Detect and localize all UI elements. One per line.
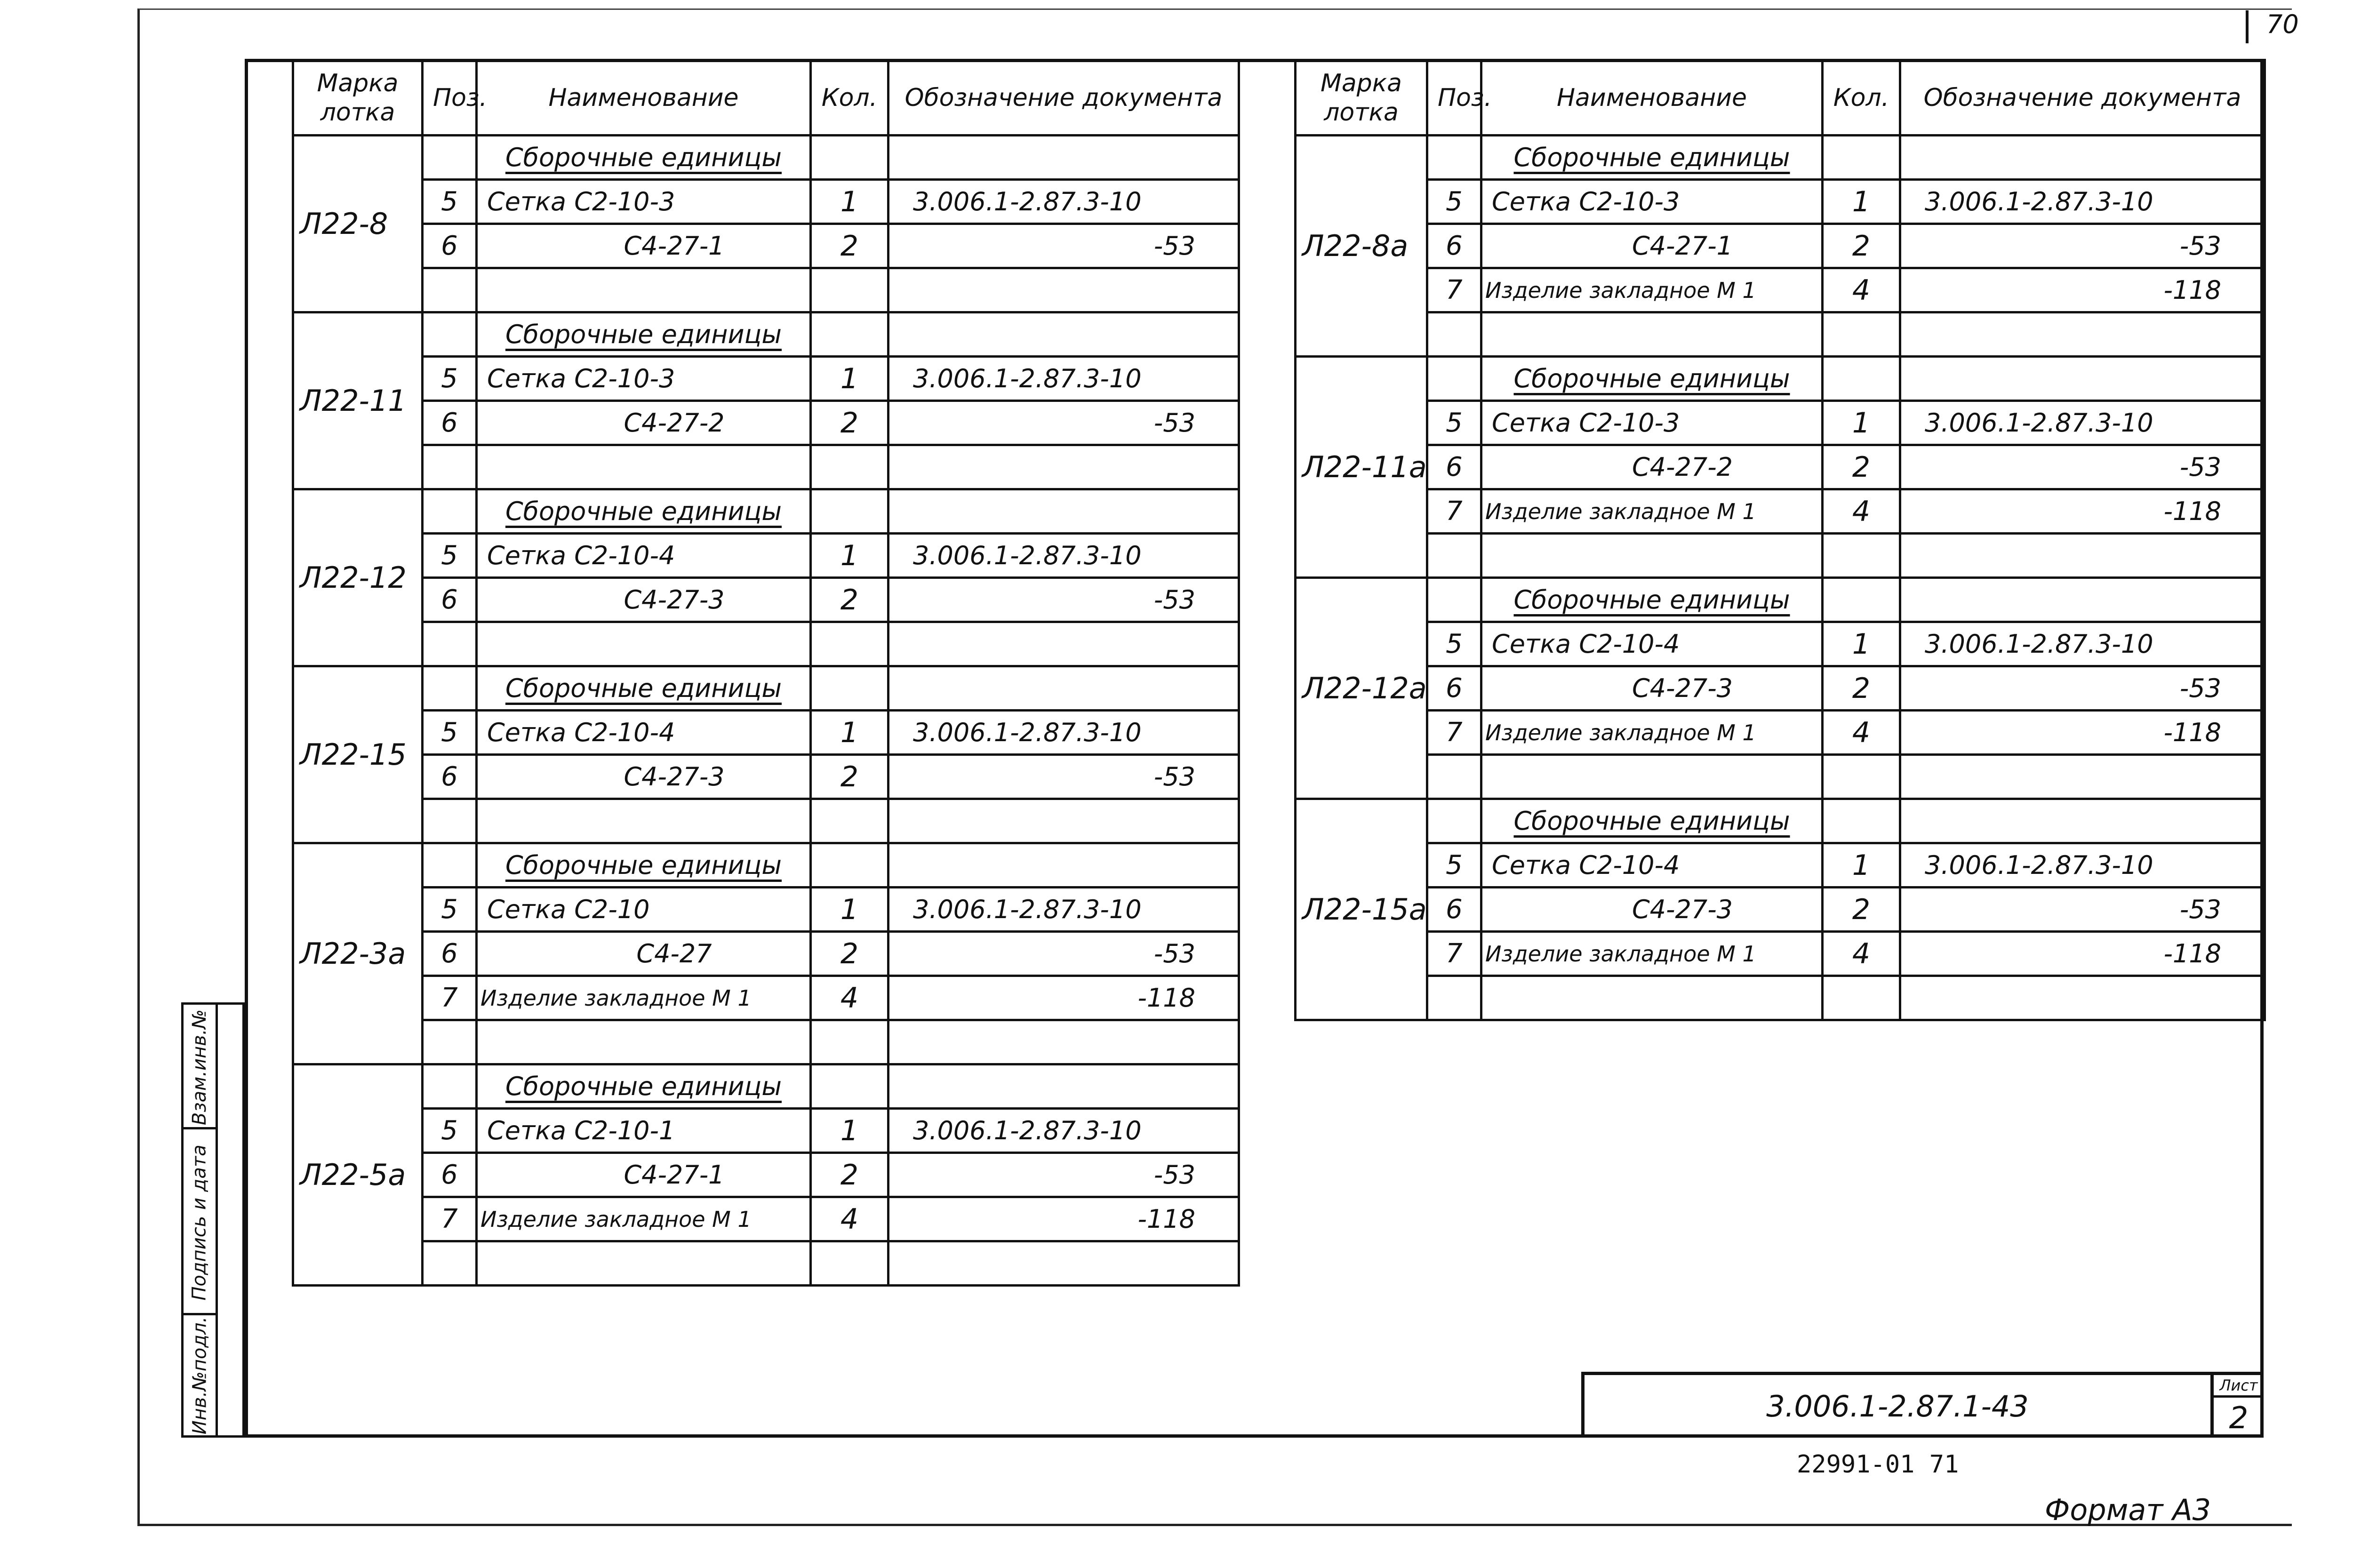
pos-cell: 7: [423, 976, 477, 1020]
name-cell: Изделие закладное М 1: [1481, 932, 1823, 976]
table-row: [1296, 799, 2265, 843]
qty-cell: 2: [1823, 445, 1900, 489]
group-heading: Сборочные единицы: [1481, 578, 1823, 622]
table-row: [293, 578, 1239, 622]
table-row: [1296, 357, 2265, 401]
doc-cell: -53: [888, 1153, 1239, 1197]
doc-cell: 3.006.1-2.87.3-10: [888, 711, 1239, 755]
stamp-vzam-inv: Взам.инв.№: [189, 1009, 210, 1125]
table-row: [293, 534, 1239, 578]
name-cell: Сетка С2-10-1: [477, 1109, 811, 1153]
pos-cell: 6: [1427, 666, 1481, 711]
name-cell: Сетка С2-10-4: [477, 711, 811, 755]
name-cell: Сетка С2-10-3: [477, 357, 811, 401]
header-doc: Обозначение документа: [1900, 60, 2265, 136]
name-cell: С4-27-3: [477, 755, 811, 799]
stamp-inv-podl: Инв.№подл.: [189, 1316, 210, 1434]
header-name: Наименование: [1481, 60, 1823, 136]
table-row-empty: [293, 622, 1239, 666]
mark-cell: Л22-5а: [293, 1064, 423, 1286]
qty-cell: 4: [1823, 932, 1900, 976]
qty-cell: 4: [811, 976, 888, 1020]
group-heading: Сборочные единицы: [477, 1064, 811, 1109]
table-row-empty: [293, 799, 1239, 843]
table-row: [293, 755, 1239, 799]
table-row: [1296, 268, 2265, 312]
qty-cell: 1: [1823, 180, 1900, 224]
doc-cell: 3.006.1-2.87.3-10: [888, 1109, 1239, 1153]
table-row: [293, 180, 1239, 224]
table-row-empty: [293, 1241, 1239, 1286]
name-cell: С4-27-3: [1481, 666, 1823, 711]
name-cell: С4-27-3: [477, 578, 811, 622]
table-row-empty: [1296, 755, 2265, 799]
qty-cell: 2: [811, 1153, 888, 1197]
name-cell: Сетка С2-10-4: [1481, 622, 1823, 666]
doc-cell: -53: [888, 401, 1239, 445]
table-row: [293, 489, 1239, 534]
table-row: [1296, 622, 2265, 666]
table-row: [1296, 489, 2265, 534]
name-cell: С4-27-1: [477, 1153, 811, 1197]
qty-cell: 2: [811, 401, 888, 445]
mark-cell: Л22-15а: [1296, 799, 1427, 1020]
mark-cell: Л22-3а: [293, 843, 423, 1064]
qty-cell: 2: [811, 578, 888, 622]
stamp-podpis-data: Подпись и дата: [189, 1144, 211, 1301]
name-cell: Сетка С2-10-3: [477, 180, 811, 224]
table-row: [293, 976, 1239, 1020]
pos-cell: 6: [1427, 888, 1481, 932]
doc-cell: -118: [888, 976, 1239, 1020]
table-row-empty: [293, 268, 1239, 312]
doc-cell: 3.006.1-2.87.3-10: [1900, 401, 2265, 445]
sheet-number: 2: [2229, 1401, 2249, 1436]
doc-cell: 3.006.1-2.87.3-10: [1900, 180, 2265, 224]
qty-cell: 1: [811, 1109, 888, 1153]
table-row: [293, 136, 1239, 180]
pos-cell: 5: [423, 1109, 477, 1153]
pos-cell: 5: [423, 180, 477, 224]
qty-cell: 4: [811, 1197, 888, 1241]
pos-cell: 7: [1427, 711, 1481, 755]
doc-cell: -53: [888, 932, 1239, 976]
header-qty: Кол.: [1823, 60, 1900, 136]
group-heading: Сборочные единицы: [477, 312, 811, 357]
pos-cell: 7: [1427, 489, 1481, 534]
table-header-row: [293, 60, 1239, 136]
table-row: [293, 357, 1239, 401]
table-row: [1296, 401, 2265, 445]
qty-cell: 4: [1823, 489, 1900, 534]
qty-cell: 2: [1823, 224, 1900, 268]
table-row: [293, 666, 1239, 711]
table-row: [293, 224, 1239, 268]
header-pos: Поз.: [423, 60, 477, 136]
group-heading: Сборочные единицы: [477, 489, 811, 534]
mark-cell: Л22-8а: [1296, 136, 1427, 357]
pos-cell: 5: [423, 711, 477, 755]
table-row: [293, 888, 1239, 932]
name-cell: Изделие закладное М 1: [1481, 268, 1823, 312]
name-cell: Изделие закладное М 1: [477, 976, 811, 1020]
header-pos: Поз.: [1427, 60, 1481, 136]
name-cell: Изделие закладное М 1: [1481, 489, 1823, 534]
qty-cell: 1: [811, 357, 888, 401]
name-cell: Изделие закладное М 1: [477, 1197, 811, 1241]
doc-cell: 3.006.1-2.87.3-10: [888, 888, 1239, 932]
name-cell: С4-27-3: [1481, 888, 1823, 932]
qty-cell: 1: [811, 888, 888, 932]
doc-cell: -118: [1900, 711, 2265, 755]
table-row: [1296, 445, 2265, 489]
doc-cell: -118: [1900, 932, 2265, 976]
pos-cell: 6: [423, 932, 477, 976]
pos-cell: 5: [423, 357, 477, 401]
mark-cell: Л22-8: [293, 136, 423, 312]
header-mark: Марка лотка: [293, 60, 423, 136]
specification-table-left: [292, 59, 1240, 1287]
qty-cell: 1: [1823, 843, 1900, 888]
pos-cell: 7: [1427, 268, 1481, 312]
pos-cell: 5: [1427, 180, 1481, 224]
name-cell: Сетка С2-10-3: [1481, 180, 1823, 224]
qty-cell: 2: [811, 932, 888, 976]
name-cell: С4-27-2: [1481, 445, 1823, 489]
pos-cell: 6: [423, 1153, 477, 1197]
name-cell: Сетка С2-10: [477, 888, 811, 932]
sheet-label: Лист: [2214, 1375, 2264, 1398]
qty-cell: 4: [1823, 711, 1900, 755]
pos-cell: 6: [423, 224, 477, 268]
table-row: [1296, 578, 2265, 622]
table-row: [1296, 180, 2265, 224]
mark-cell: Л22-11: [293, 312, 423, 489]
qty-cell: 1: [811, 711, 888, 755]
table-row: [1296, 932, 2265, 976]
doc-cell: 3.006.1-2.87.3-10: [888, 357, 1239, 401]
document-code: 3.006.1-2.87.1-43: [1766, 1389, 2029, 1424]
qty-cell: 1: [811, 180, 888, 224]
group-heading: Сборочные единицы: [1481, 357, 1823, 401]
archive-number: 22991-01 71: [1797, 1450, 1959, 1479]
doc-cell: -118: [1900, 268, 2265, 312]
name-cell: С4-27: [477, 932, 811, 976]
table-row-empty: [1296, 534, 2265, 578]
doc-cell: -118: [888, 1197, 1239, 1241]
sheet-box: [2210, 1375, 2264, 1438]
header-doc: Обозначение документа: [888, 60, 1239, 136]
group-heading: Сборочные единицы: [477, 666, 811, 711]
doc-cell: -53: [1900, 224, 2265, 268]
pos-cell: 5: [423, 534, 477, 578]
pos-cell: 5: [423, 888, 477, 932]
doc-cell: 3.006.1-2.87.3-10: [888, 534, 1239, 578]
qty-cell: 1: [1823, 401, 1900, 445]
header-qty: Кол.: [811, 60, 888, 136]
table-header-row: [1296, 60, 2265, 136]
table-row: [1296, 136, 2265, 180]
pos-cell: 7: [1427, 932, 1481, 976]
pos-cell: 5: [1427, 401, 1481, 445]
page-number: 70: [2246, 10, 2299, 43]
pos-cell: 5: [1427, 622, 1481, 666]
doc-cell: 3.006.1-2.87.3-10: [1900, 622, 2265, 666]
table-row: [1296, 224, 2265, 268]
table-row: [293, 401, 1239, 445]
header-name: Наименование: [477, 60, 811, 136]
table-row: [293, 1153, 1239, 1197]
qty-cell: 2: [1823, 666, 1900, 711]
group-heading: Сборочные единицы: [1481, 799, 1823, 843]
table-row-empty: [293, 1020, 1239, 1064]
qty-cell: 2: [1823, 888, 1900, 932]
table-row: [293, 312, 1239, 357]
qty-cell: 1: [811, 534, 888, 578]
doc-cell: -53: [1900, 445, 2265, 489]
group-heading: Сборочные единицы: [477, 136, 811, 180]
mark-cell: Л22-15: [293, 666, 423, 843]
mark-cell: Л22-12: [293, 489, 423, 666]
name-cell: Сетка С2-10-4: [477, 534, 811, 578]
name-cell: С4-27-1: [1481, 224, 1823, 268]
table-row: [1296, 843, 2265, 888]
table-row-empty: [1296, 312, 2265, 357]
doc-cell: -53: [888, 578, 1239, 622]
doc-cell: -53: [1900, 888, 2265, 932]
table-row: [293, 1197, 1239, 1241]
mark-cell: Л22-12а: [1296, 578, 1427, 799]
doc-cell: -118: [1900, 489, 2265, 534]
pos-cell: 6: [423, 755, 477, 799]
pos-cell: 6: [423, 578, 477, 622]
side-approval-stamp: [181, 1002, 245, 1438]
table-row: [1296, 711, 2265, 755]
name-cell: Сетка С2-10-4: [1481, 843, 1823, 888]
table-row: [1296, 666, 2265, 711]
doc-cell: -53: [888, 224, 1239, 268]
name-cell: С4-27-1: [477, 224, 811, 268]
doc-cell: 3.006.1-2.87.3-10: [888, 180, 1239, 224]
table-row-empty: [1296, 976, 2265, 1020]
group-heading: Сборочные единицы: [1481, 136, 1823, 180]
table-row: [293, 932, 1239, 976]
name-cell: С4-27-2: [477, 401, 811, 445]
qty-cell: 2: [811, 224, 888, 268]
header-mark: Марка лотка: [1296, 60, 1427, 136]
table-row: [293, 1064, 1239, 1109]
table-row: [1296, 888, 2265, 932]
doc-cell: -53: [1900, 666, 2265, 711]
pos-cell: 6: [1427, 445, 1481, 489]
doc-cell: 3.006.1-2.87.3-10: [1900, 843, 2265, 888]
qty-cell: 1: [1823, 622, 1900, 666]
sheet-format: Формат А3: [2045, 1493, 2211, 1527]
pos-cell: 5: [1427, 843, 1481, 888]
title-block: [1581, 1372, 2264, 1438]
table-row: [293, 711, 1239, 755]
table-row: [293, 843, 1239, 888]
pos-cell: 6: [423, 401, 477, 445]
group-heading: Сборочные единицы: [477, 843, 811, 888]
pos-cell: 7: [423, 1197, 477, 1241]
name-cell: Изделие закладное М 1: [1481, 711, 1823, 755]
mark-cell: Л22-11а: [1296, 357, 1427, 578]
table-row: [293, 1109, 1239, 1153]
table-row-empty: [293, 445, 1239, 489]
specification-table-right: [1294, 59, 2266, 1021]
doc-cell: -53: [888, 755, 1239, 799]
qty-cell: 2: [811, 755, 888, 799]
qty-cell: 4: [1823, 268, 1900, 312]
name-cell: Сетка С2-10-3: [1481, 401, 1823, 445]
pos-cell: 6: [1427, 224, 1481, 268]
